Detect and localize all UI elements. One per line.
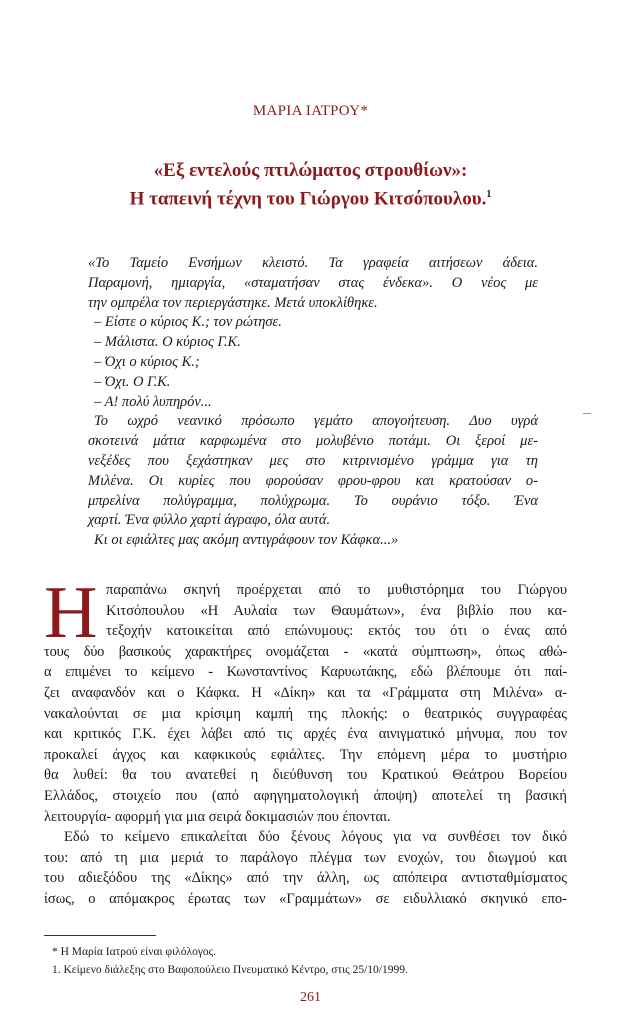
- dialogue-line: – Είστε ο κύριος Κ.; τον ρώτησε.: [94, 314, 282, 331]
- quote-line: Μιλένα. Οι κυρίες που φορούσαν φρου-φρου και κρατούσαν ο-: [88, 472, 538, 489]
- quote-line: την ομπρέλα τον περιεργάστηκε. Μετά υποκλίθηκε.: [88, 294, 378, 311]
- title-line-2: [0, 183, 621, 211]
- page-number: 261: [300, 990, 321, 1005]
- epigraph-quote: [88, 254, 538, 551]
- margin-mark: [583, 413, 591, 414]
- footnote-divider: [44, 935, 156, 936]
- quote-line: «Το Ταμείο Ενσήμων κλειστό. Τα γραφεία αιτήσεων άδεια.: [88, 255, 538, 271]
- title-footnote-ref: 1: [486, 189, 492, 200]
- footnote-author: * Η Μαρία Ιατρού είναι φιλόλογος.: [52, 946, 217, 958]
- quote-line: σκοτεινά μάτια καρφωμένα στο μολυβένιο ποτάμι. Οι ξεροί με-: [88, 433, 538, 450]
- body-line: του: από τη μια μεριά το παράλογο πλέγμα των ενοχών, του διωγμού και: [44, 849, 567, 866]
- body-line: α επιμένει το κείμενο - Κωνσταντίνος Καρυωτάκης, εδώ βλέπουμε ότι παί-: [44, 664, 567, 681]
- body-line: του αδιεξόδου της «Δίκης» από την άλλη, ως απόπειρα αντισταθμίσματος: [44, 870, 567, 887]
- title-line-1: «Εξ εντελούς πτιλώματος στρουθίων»:: [153, 160, 468, 181]
- quote-line: Το ωχρό νεανικό πρόσωπο γεμάτο απογοήτευση. Δυο υγρά: [94, 413, 538, 430]
- dialogue-line: – Α! πολύ λυπηρόν...: [94, 393, 212, 410]
- body-line: Κιτσόπουλου «Η Αυλαία των Θαυμάτων», ένα βιβλίο που κα-: [106, 602, 567, 619]
- quote-line: νεξέδες που ξεχάστηκαν μες στο κιτρινισμένο γράμμα για τη: [88, 452, 538, 469]
- quote-line: Παραμονή, ημιαργία, «σταματήσαν στας ένδεκα». Ο νέος με: [88, 274, 538, 291]
- quote-line: χαρτί. Ένα φύλλο χαρτί άγραφο, όλα αυτά.: [88, 512, 331, 529]
- body-line: ίσως, ο απόμακρος έρωτας των «Γραμμάτων» σε ειδυλλιακό σκηνικό επο-: [44, 890, 567, 907]
- author-name: ΜΑΡΙΑ ΙΑΤΡΟΥ*: [252, 103, 369, 119]
- quote-line: μπρελίνα πολύγραμμα, πολύχρωμα. Το ουράνιο τόξο. Ένα: [88, 492, 538, 509]
- body-line: θα λυθεί: θα του ανατεθεί η διεύθυνση του Κρατικού Θεάτρου Βορείου: [44, 767, 567, 784]
- dialogue-line: – Μάλιστα. Ο κύριος Γ.Κ.: [94, 334, 241, 351]
- body-line: Εδώ το κείμενο επικαλείται δύο ξένους λόγους για να συνθέσει τον δικό: [64, 829, 567, 846]
- body-line: λειτουργία- αφορμή για μια σειρά δοκιμασιών που έπονται.: [44, 808, 391, 825]
- article-title: [0, 159, 621, 211]
- title-line-2-text: Η ταπεινή τέχνη του Γιώργου Κιτσόπουλου.: [129, 188, 487, 210]
- dialogue-line: – Όχι. Ο Γ.Κ.: [94, 373, 171, 390]
- body-line: ζει αναφανδόν και ο Κάφκα. Η «Δίκη» και τα «Γράμματα στη Μιλένα» α-: [44, 684, 567, 701]
- footnotes: [52, 943, 562, 979]
- body-line: τεξοχήν κατοικείται από επώνυμους: εκτός του ότι ο ένας από: [106, 623, 567, 640]
- dialogue-line: – Όχι ο κύριος Κ.;: [94, 353, 200, 370]
- drop-cap: Η: [44, 572, 98, 654]
- body-line: Ελλάδος, στοιχείο που (από αφηγηματολογική άποψη) αποτελεί τη βασική: [44, 787, 567, 804]
- body-line: παραπάνω σκηνή προέρχεται από το μυθιστόρημα του Γιώργου: [106, 582, 567, 598]
- body-line: τους δύο βασικούς χαρακτήρες ονομάζεται - «κατά σύμπτωση», όπως αθώ-: [44, 643, 567, 660]
- body-text: [44, 572, 567, 910]
- footnote-1: 1. Κείμενο διάλεξης στο Βαφοπούλειο Πνευματικό Κέντρο, στις 25/10/1999.: [52, 964, 408, 976]
- quote-line: Κι οι εφιάλτες μας ακόμη αντιγράφουν τον Κάφκα...»: [94, 532, 399, 549]
- body-line: νακαλούνται σε μια κρίσιμη καμπή της πλοκής: ο θεατρικός συγγραφέας: [44, 705, 567, 722]
- body-line: προκαλεί άγχος και καφκικούς εφιάλτες. Την επόμενη μέρα το μυστήριο: [44, 746, 567, 763]
- body-line: και κριτικός Γ.Κ. έχει λάβει από τις αρχές ένα αινιγματικό μήνυμα, που τον: [44, 726, 567, 743]
